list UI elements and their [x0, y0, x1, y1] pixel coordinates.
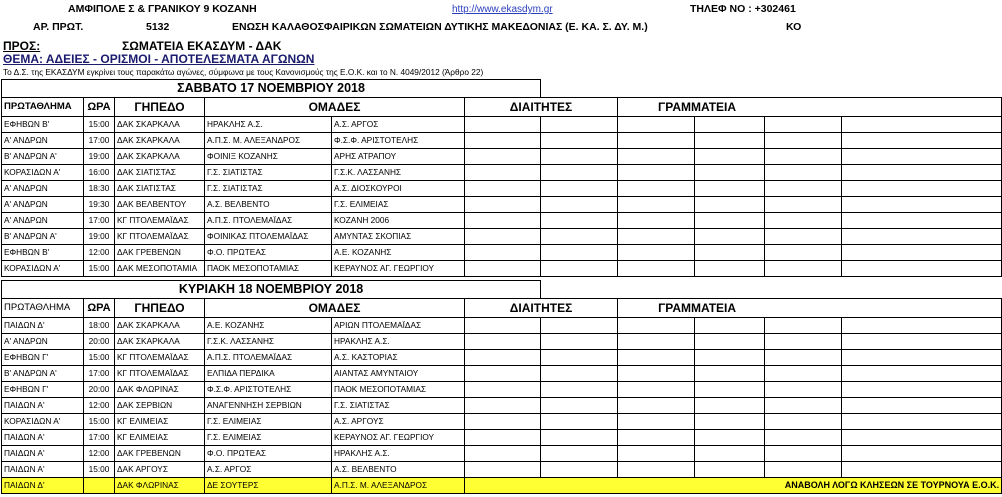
referee-cell	[541, 117, 618, 133]
secretariat-cell	[618, 117, 695, 133]
venue-cell: ΔΑΚ ΓΡΕΒΕΝΩΝ	[115, 446, 205, 462]
venue-cell: ΔΑΚ ΜΕΣΟΠΟΤΑΜΙΑ	[115, 261, 205, 277]
secretariat-cell	[695, 117, 765, 133]
column-header-row	[2, 98, 1002, 117]
referee-cell	[465, 318, 541, 334]
secretariat-cell	[695, 446, 765, 462]
secretariat-cell	[765, 398, 842, 414]
col-referees: ΔΙΑΙΤΗΤΕΣ	[465, 299, 618, 318]
phone-number: ΤΗΛΕΦ ΝΟ : +302461	[690, 3, 796, 15]
referee-cell	[465, 382, 541, 398]
referee-cell	[541, 414, 618, 430]
home-team-cell: Α.Π.Σ. ΠΤΟΛΕΜΑΪΔΑΣ	[205, 213, 332, 229]
secretariat-cell	[842, 261, 1002, 277]
col-time: ΩΡΑ	[84, 98, 115, 117]
day-title: ΚΥΡΙΑΚΗ 18 ΝΟΕΜΒΡΙΟΥ 2018	[2, 281, 541, 299]
category-cell: ΠΑΙΔΩΝ Α'	[2, 430, 84, 446]
away-team-cell: Α.Σ. ΒΕΛΒΕΝΤΟ	[332, 462, 465, 478]
referee-cell	[465, 462, 541, 478]
secretariat-cell	[695, 165, 765, 181]
home-team-cell: ΠΑΟΚ ΜΕΣΟΠΟΤΑΜΙΑΣ	[205, 261, 332, 277]
referee-cell	[465, 149, 541, 165]
secretariat-cell	[842, 318, 1002, 334]
time-cell: 17:00	[84, 213, 115, 229]
away-team-cell: Α.Σ. ΑΡΓΟΥΣ	[332, 414, 465, 430]
secretariat-cell	[618, 398, 695, 414]
secretariat-cell	[765, 462, 842, 478]
game-row	[2, 229, 1002, 245]
time-cell: 17:00	[84, 366, 115, 382]
away-team-cell: Φ.Σ.Φ. ΑΡΙΣΤΟΤΕΛΗΣ	[332, 133, 465, 149]
game-row	[2, 366, 1002, 382]
secretariat-cell	[618, 350, 695, 366]
secretariat-cell	[765, 350, 842, 366]
home-team-cell: Α.Ε. ΚΟΖΑΝΗΣ	[205, 318, 332, 334]
referee-cell	[465, 366, 541, 382]
recipient-value: ΣΩΜΑΤΕΙΑ ΕΚΑΣΔΥΜ - ΔΑΚ	[122, 39, 282, 53]
secretariat-cell	[765, 117, 842, 133]
col-category: ΠΡΩΤΑΘΛΗΜΑ	[2, 299, 84, 318]
venue-cell: ΔΑΚ ΣΚΑΡΚΑΛΑ	[115, 334, 205, 350]
venue-cell: ΔΑΚ ΓΡΕΒΕΝΩΝ	[115, 245, 205, 261]
referee-cell	[541, 382, 618, 398]
home-team-cell: Γ.Σ. ΕΛΙΜΕΙΑΣ	[205, 430, 332, 446]
venue-cell: ΚΓ ΠΤΟΛΕΜΑΪΔΑΣ	[115, 350, 205, 366]
referee-cell	[465, 446, 541, 462]
venue-cell: ΔΑΚ ΑΡΓΟΥΣ	[115, 462, 205, 478]
game-row	[2, 382, 1002, 398]
game-row	[2, 133, 1002, 149]
secretariat-cell	[842, 382, 1002, 398]
home-team-cell: Γ.Σ.Κ. ΛΑΣΣΑΝΗΣ	[205, 334, 332, 350]
home-team-cell: Φ.Σ.Φ. ΑΡΙΣΤΟΤΕΛΗΣ	[205, 382, 332, 398]
col-teams: ΟΜΑΔΕΣ	[205, 299, 465, 318]
secretariat-cell	[695, 133, 765, 149]
referee-cell	[465, 197, 541, 213]
away-team-cell: Α.Π.Σ. Μ. ΑΛΕΞΑΝΔΡΟΣ	[332, 478, 465, 494]
away-team-cell: Γ.Σ. ΣΙΑΤΙΣΤΑΣ	[332, 398, 465, 414]
away-team-cell: Α.Σ. ΑΡΓΟΣ	[332, 117, 465, 133]
secretariat-cell	[618, 414, 695, 430]
secretariat-cell	[765, 430, 842, 446]
venue-cell: ΔΑΚ ΣΕΡΒΙΩΝ	[115, 398, 205, 414]
home-team-cell: ΑΝΑΓΕΝΝΗΣΗ ΣΕΡΒΙΩΝ	[205, 398, 332, 414]
secretariat-cell	[618, 245, 695, 261]
secretariat-cell	[618, 181, 695, 197]
home-team-cell: Γ.Σ. ΣΙΑΤΙΣΤΑΣ	[205, 165, 332, 181]
referee-cell	[541, 229, 618, 245]
secretariat-cell	[618, 165, 695, 181]
category-cell: ΚΟΡΑΣΙΔΩΝ Α'	[2, 165, 84, 181]
time-cell: 18:00	[84, 318, 115, 334]
referee-cell	[541, 398, 618, 414]
game-row	[2, 398, 1002, 414]
referee-cell	[465, 414, 541, 430]
secretariat-cell	[618, 382, 695, 398]
secretariat-cell	[842, 366, 1002, 382]
time-cell: 15:00	[84, 261, 115, 277]
schedule-table-saturday	[1, 79, 1002, 277]
category-cell: ΕΦΗΒΩΝ Γ'	[2, 382, 84, 398]
venue-cell: ΚΓ ΕΛΙΜΕΙΑΣ	[115, 414, 205, 430]
category-cell: ΠΑΙΔΩΝ Δ'	[2, 318, 84, 334]
game-row	[2, 261, 1002, 277]
time-cell: 17:00	[84, 133, 115, 149]
col-time: ΩΡΑ	[84, 299, 115, 318]
away-team-cell: Α.Ε. ΚΟΖΑΝΗΣ	[332, 245, 465, 261]
col-venue: ΓΗΠΕΔΟ	[115, 299, 205, 318]
time-cell: 15:00	[84, 414, 115, 430]
category-cell: ΚΟΡΑΣΙΔΩΝ Α'	[2, 261, 84, 277]
referee-cell	[541, 165, 618, 181]
category-cell: Α' ΑΝΔΡΩΝ	[2, 213, 84, 229]
venue-cell: ΚΓ ΠΤΟΛΕΜΑΪΔΑΣ	[115, 366, 205, 382]
secretariat-cell	[695, 414, 765, 430]
time-cell: 12:00	[84, 398, 115, 414]
secretariat-cell	[842, 462, 1002, 478]
game-row	[2, 149, 1002, 165]
home-team-cell: Γ.Σ. ΕΛΙΜΕΙΑΣ	[205, 414, 332, 430]
venue-cell: ΔΑΚ ΒΕΛΒΕΝΤΟΥ	[115, 197, 205, 213]
time-cell: 12:00	[84, 446, 115, 462]
secretariat-cell	[765, 382, 842, 398]
away-team-cell: ΗΡΑΚΛΗΣ Α.Σ.	[332, 446, 465, 462]
secretariat-cell	[842, 350, 1002, 366]
time-cell	[84, 478, 115, 494]
col-venue: ΓΗΠΕΔΟ	[115, 98, 205, 117]
venue-cell: ΔΑΚ ΣΚΑΡΚΑΛΑ	[115, 149, 205, 165]
away-team-cell: Γ.Σ.Κ. ΛΑΣΣΑΝΗΣ	[332, 165, 465, 181]
away-team-cell: ΠΑΟΚ ΜΕΣΟΠΟΤΑΜΙΑΣ	[332, 382, 465, 398]
secretariat-cell	[695, 382, 765, 398]
game-row	[2, 446, 1002, 462]
referee-cell	[465, 213, 541, 229]
time-cell: 18:30	[84, 181, 115, 197]
referee-cell	[541, 462, 618, 478]
secretariat-cell	[618, 149, 695, 165]
secretariat-cell	[618, 366, 695, 382]
game-row	[2, 462, 1002, 478]
secretariat-cell	[618, 133, 695, 149]
category-cell: ΠΑΙΔΩΝ Δ'	[2, 478, 84, 494]
secretariat-cell	[695, 229, 765, 245]
secretariat-cell	[765, 261, 842, 277]
venue-cell: ΔΑΚ ΦΛΩΡΙΝΑΣ	[115, 478, 205, 494]
game-row	[2, 318, 1002, 334]
home-team-cell: ΔΕ ΣΟΥΤΕΡΣ	[205, 478, 332, 494]
home-team-cell: Α.Π.Σ. ΠΤΟΛΕΜΑΪΔΑΣ	[205, 350, 332, 366]
remark-cell: ΑΝΑΒΟΛΗ ΛΟΓΩ ΚΛΗΣΕΩΝ ΣΕ ΤΟΥΡΝΟΥΑ Ε.Ο.Κ.	[465, 478, 1002, 494]
referee-cell	[541, 213, 618, 229]
referee-cell	[465, 229, 541, 245]
col-secretariat: ΓΡΑΜΜΑΤΕΙΑ	[618, 299, 1002, 318]
secretariat-cell	[765, 165, 842, 181]
secretariat-cell	[618, 430, 695, 446]
referee-cell	[465, 181, 541, 197]
secretariat-cell	[842, 213, 1002, 229]
secretariat-cell	[695, 181, 765, 197]
category-cell: Α' ΑΝΔΡΩΝ	[2, 133, 84, 149]
secretariat-cell	[765, 366, 842, 382]
secretariat-cell	[765, 229, 842, 245]
secretariat-cell	[765, 318, 842, 334]
day-title: ΣΑΒΒΑΤΟ 17 ΝΟΕΜΒΡΙΟΥ 2018	[2, 80, 541, 98]
time-cell: 19:00	[84, 149, 115, 165]
home-team-cell: Α.Σ. ΒΕΛΒΕΝΤΟ	[205, 197, 332, 213]
secretariat-cell	[842, 414, 1002, 430]
game-row	[2, 197, 1002, 213]
referee-cell	[541, 181, 618, 197]
away-team-cell: ΑΙΑΝΤΑΣ ΑΜΥΝΤΑΙΟΥ	[332, 366, 465, 382]
secretariat-cell	[695, 213, 765, 229]
game-row	[2, 165, 1002, 181]
referee-cell	[465, 165, 541, 181]
protocol-number: 5132	[146, 21, 170, 33]
away-team-cell: Α.Σ. ΚΑΣΤΟΡΙΑΣ	[332, 350, 465, 366]
venue-cell: ΔΑΚ ΣΚΑΡΚΑΛΑ	[115, 117, 205, 133]
protocol-label: ΑΡ. ΠΡΩΤ.	[33, 21, 84, 33]
game-row	[2, 350, 1002, 366]
secretariat-cell	[842, 165, 1002, 181]
home-team-cell: Γ.Σ. ΣΙΑΤΙΣΤΑΣ	[205, 181, 332, 197]
secretariat-cell	[695, 334, 765, 350]
game-row	[2, 334, 1002, 350]
category-cell: ΠΑΙΔΩΝ Α'	[2, 462, 84, 478]
game-row	[2, 245, 1002, 261]
secretariat-cell	[765, 133, 842, 149]
secretariat-cell	[695, 430, 765, 446]
away-team-cell: Γ.Σ. ΕΛΙΜΕΙΑΣ	[332, 197, 465, 213]
secretariat-cell	[842, 334, 1002, 350]
secretariat-cell	[695, 462, 765, 478]
secretariat-cell	[618, 197, 695, 213]
category-cell: Α' ΑΝΔΡΩΝ	[2, 197, 84, 213]
venue-cell: ΚΓ ΠΤΟΛΕΜΑΪΔΑΣ	[115, 213, 205, 229]
time-cell: 16:00	[84, 165, 115, 181]
home-team-cell: Α.Σ. ΑΡΓΟΣ	[205, 462, 332, 478]
secretariat-cell	[695, 318, 765, 334]
time-cell: 20:00	[84, 334, 115, 350]
secretariat-cell	[842, 149, 1002, 165]
time-cell: 15:00	[84, 117, 115, 133]
secretariat-cell	[765, 414, 842, 430]
category-cell: Β' ΑΝΔΡΩΝ Α'	[2, 149, 84, 165]
col-teams: ΟΜΑΔΕΣ	[205, 98, 465, 117]
col-referees: ΔΙΑΙΤΗΤΕΣ	[465, 98, 618, 117]
approval-note: Το Δ.Σ. της ΕΚΑΣΔΥΜ εγκρίνει τους παρακάτω αγώνες, σύμφωνα με τους Κανονισμούς της Ε.Ο.Κ. και το Ν. 4049/2012 (Άρθρο 22)	[3, 67, 484, 77]
category-cell: ΕΦΗΒΩΝ Β'	[2, 117, 84, 133]
venue-cell: ΔΑΚ ΣΙΑΤΙΣΤΑΣ	[115, 165, 205, 181]
venue-cell: ΔΑΚ ΣΙΑΤΙΣΤΑΣ	[115, 181, 205, 197]
referee-cell	[465, 398, 541, 414]
venue-cell: ΔΑΚ ΣΚΑΡΚΑΛΑ	[115, 133, 205, 149]
website-link[interactable]: http://www.ekasdym.gr	[452, 4, 553, 15]
secretariat-cell	[695, 366, 765, 382]
column-header-row	[2, 299, 1002, 318]
away-team-cell: Α.Σ. ΔΙΟΣΚΟΥΡΟΙ	[332, 181, 465, 197]
secretariat-cell	[842, 245, 1002, 261]
referee-cell	[541, 261, 618, 277]
category-cell: ΠΑΙΔΩΝ Α'	[2, 398, 84, 414]
category-cell: ΚΟΡΑΣΙΔΩΝ Α'	[2, 414, 84, 430]
referee-cell	[465, 261, 541, 277]
away-team-cell: ΑΡΗΣ ΑΤΡΑΠΟΥ	[332, 149, 465, 165]
referee-cell	[541, 133, 618, 149]
referee-cell	[541, 197, 618, 213]
cut-off-text: ΚΟ	[786, 21, 802, 33]
category-cell: ΕΦΗΒΩΝ Β'	[2, 245, 84, 261]
game-row	[2, 414, 1002, 430]
game-row	[2, 213, 1002, 229]
secretariat-cell	[695, 261, 765, 277]
secretariat-cell	[695, 245, 765, 261]
referee-cell	[541, 430, 618, 446]
time-cell: 15:00	[84, 462, 115, 478]
time-cell: 19:30	[84, 197, 115, 213]
secretariat-cell	[765, 334, 842, 350]
game-row	[2, 117, 1002, 133]
referee-cell	[465, 245, 541, 261]
secretariat-cell	[618, 261, 695, 277]
secretariat-cell	[695, 398, 765, 414]
game-row	[2, 478, 1002, 494]
secretariat-cell	[618, 229, 695, 245]
secretariat-cell	[618, 446, 695, 462]
home-team-cell: ΦΟΙΝΙΞ ΚΟΖΑΝΗΣ	[205, 149, 332, 165]
secretariat-cell	[618, 334, 695, 350]
recipient-label: ΠΡΟΣ:	[3, 39, 41, 53]
schedule-table-sunday	[1, 280, 1002, 494]
secretariat-cell	[695, 197, 765, 213]
referee-cell	[541, 318, 618, 334]
category-cell: Α' ΑΝΔΡΩΝ	[2, 181, 84, 197]
secretariat-cell	[765, 245, 842, 261]
category-cell: Α' ΑΝΔΡΩΝ	[2, 334, 84, 350]
time-cell: 20:00	[84, 382, 115, 398]
organization-name: ΕΝΩΣΗ ΚΑΛΑΘΟΣΦΑΙΡΙΚΩΝ ΣΩΜΑΤΕΙΩΝ ΔΥΤΙΚΗΣ ΜΑΚΕΔΟΝΙΑΣ (Ε. ΚΑ. Σ. ΔΥ. Μ.)	[232, 21, 648, 33]
secretariat-cell	[765, 213, 842, 229]
secretariat-cell	[842, 430, 1002, 446]
referee-cell	[465, 430, 541, 446]
home-team-cell: ΦΟΙΝΙΚΑΣ ΠΤΟΛΕΜΑΪΔΑΣ	[205, 229, 332, 245]
time-cell: 12:00	[84, 245, 115, 261]
referee-cell	[541, 366, 618, 382]
time-cell: 19:00	[84, 229, 115, 245]
category-cell: Β' ΑΝΔΡΩΝ Α'	[2, 366, 84, 382]
venue-cell: ΚΓ ΕΛΙΜΕΙΑΣ	[115, 430, 205, 446]
home-team-cell: Φ.Ο. ΠΡΩΤΕΑΣ	[205, 245, 332, 261]
secretariat-cell	[842, 446, 1002, 462]
referee-cell	[541, 446, 618, 462]
home-team-cell: ΕΛΠΙΔΑ ΠΕΡΔΙΚΑ	[205, 366, 332, 382]
referee-cell	[541, 245, 618, 261]
away-team-cell: ΑΡΙΩΝ ΠΤΟΛΕΜΑΪΔΑΣ	[332, 318, 465, 334]
away-team-cell: ΚΟΖΑΝΗ 2006	[332, 213, 465, 229]
venue-cell: ΔΑΚ ΦΛΩΡΙΝΑΣ	[115, 382, 205, 398]
referee-cell	[541, 334, 618, 350]
venue-cell: ΚΓ ΠΤΟΛΕΜΑΪΔΑΣ	[115, 229, 205, 245]
secretariat-cell	[765, 446, 842, 462]
secretariat-cell	[765, 197, 842, 213]
secretariat-cell	[842, 229, 1002, 245]
away-team-cell: ΚΕΡΑΥΝΟΣ ΑΓ. ΓΕΩΡΓΙΟΥ	[332, 261, 465, 277]
subject-line: ΘΕΜΑ: ΑΔΕΙΕΣ - ΟΡΙΣΜΟΙ - ΑΠΟΤΕΛΕΣΜΑΤΑ ΑΓΩΝΩΝ	[3, 52, 315, 66]
category-cell: Β' ΑΝΔΡΩΝ Α'	[2, 229, 84, 245]
referee-cell	[541, 149, 618, 165]
venue-cell: ΔΑΚ ΣΚΑΡΚΑΛΑ	[115, 318, 205, 334]
secretariat-cell	[842, 197, 1002, 213]
org-address: ΑΜΦΙΠΟΛΕ Σ & ΓΡΑΝΙΚΟΥ 9 ΚΟΖΑΝΗ	[68, 3, 257, 15]
game-row	[2, 181, 1002, 197]
secretariat-cell	[842, 133, 1002, 149]
away-team-cell: ΑΜΥΝΤΑΣ ΣΚΟΠΙΑΣ	[332, 229, 465, 245]
col-secretariat: ΓΡΑΜΜΑΤΕΙΑ	[618, 98, 1002, 117]
time-cell: 17:00	[84, 430, 115, 446]
referee-cell	[465, 334, 541, 350]
secretariat-cell	[765, 149, 842, 165]
referee-cell	[465, 350, 541, 366]
secretariat-cell	[842, 117, 1002, 133]
referee-cell	[465, 117, 541, 133]
secretariat-cell	[695, 350, 765, 366]
col-category: ΠΡΩΤΑΘΛΗΜΑ	[2, 98, 84, 117]
secretariat-cell	[618, 462, 695, 478]
away-team-cell: ΗΡΑΚΛΗΣ Α.Σ.	[332, 334, 465, 350]
secretariat-cell	[618, 318, 695, 334]
game-row	[2, 430, 1002, 446]
home-team-cell: Α.Π.Σ. Μ. ΑΛΕΞΑΝΔΡΟΣ	[205, 133, 332, 149]
secretariat-cell	[765, 181, 842, 197]
home-team-cell: Φ.Ο. ΠΡΩΤΕΑΣ	[205, 446, 332, 462]
referee-cell	[465, 133, 541, 149]
secretariat-cell	[842, 398, 1002, 414]
time-cell: 15:00	[84, 350, 115, 366]
secretariat-cell	[695, 149, 765, 165]
home-team-cell: ΗΡΑΚΛΗΣ Α.Σ.	[205, 117, 332, 133]
secretariat-cell	[842, 181, 1002, 197]
away-team-cell: ΚΕΡΑΥΝΟΣ ΑΓ. ΓΕΩΡΓΙΟΥ	[332, 430, 465, 446]
referee-cell	[541, 350, 618, 366]
category-cell: ΠΑΙΔΩΝ Α'	[2, 446, 84, 462]
secretariat-cell	[618, 213, 695, 229]
category-cell: ΕΦΗΒΩΝ Γ'	[2, 350, 84, 366]
